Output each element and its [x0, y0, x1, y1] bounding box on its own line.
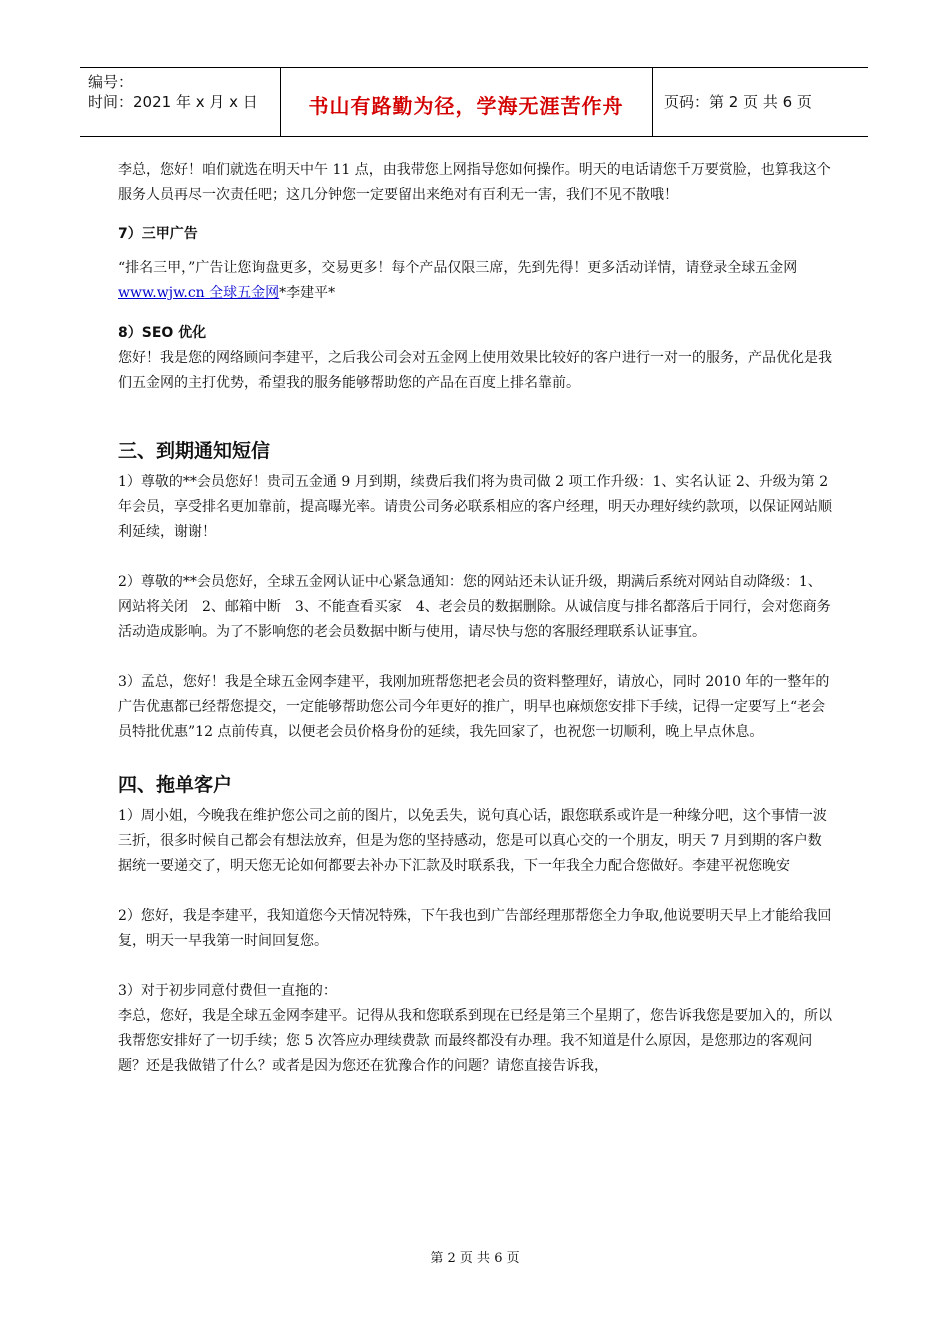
section-8-title: 8）SEO 优化 — [118, 325, 207, 341]
section-4-item-3-title: 3）对于初步同意付费但一直拖的： — [118, 983, 337, 999]
page-header — [80, 67, 868, 137]
serial-label: 编号： — [88, 73, 134, 91]
intro-paragraph: 李总，您好！咱们就选在明天中午 11 点，由我带您上网指导您如何操作。明天的电话请您千万要赏脸，也算我这个服务人员再尽一次责任吧；这几分钟您一定要留出来绝对有百利无一害，我们不见不散哦！ — [118, 162, 831, 203]
header-divider — [652, 68, 653, 136]
header-page-label: 页码：第 2 页 共 6 页 — [664, 93, 812, 111]
section-3-item-3: 3）孟总，您好！我是全球五金网李建平，我刚加班帮您把老会员的资料整理好，请放心，同时 2010 年的一整年的广告优惠都已经帮您提交，一定能够帮助您公司今年更好的推广，明早也麻烦您安排下手续，记得一定要写上“老会员特批优惠”12 点前传真，以便老会员价格身份的延续，我先回家了，也祝您一切顺利，晚上早点休息。 — [118, 674, 830, 740]
s7-text: “排名三甲，”广告让您询盘更多，交易更多！每个产品仅限三席，先到先得！更多活动详情，请登录全球五金网 — [118, 260, 798, 276]
document-body — [118, 158, 833, 1079]
section-4-heading: 四、拖单客户 — [118, 774, 233, 796]
section-4-item-3-text: 李总，您好，我是全球五金网李建平。记得从我和您联系到现在已经是第三个星期了，您告诉我您是要加入的，所以我帮您安排好了一切手续；您 5 次答应办理续费款 而最终都没有办理。我不知道是什么原因，是您那边的客观问题？还是我做错了什么？或者是因为您还在犹豫合作的问题？请您直接告诉我， — [118, 1008, 832, 1074]
section-4-item-1: 1）周小姐，今晚我在维护您公司之前的图片，以免丢失，说句真心话，跟您联系或许是一种缘分吧，这个事情一波三折，很多时候自己都会有想法放弃，但是为您的坚持感动，您是可以真心交的一个朋友，明天 7 月到期的客户数据统一要递交了，明天您无论如何都要去补办下汇款及时联系我，下一年我全力配合您做好。李建平祝您晚安 — [118, 808, 827, 874]
section-8-paragraph: 您好！我是您的网络顾问李建平，之后我公司会对五金网上使用效果比较好的客户进行一对一的服务，产品优化是我们五金网的主打优势，希望我的服务能够帮助您的产品在百度上排名靠前。 — [118, 350, 832, 391]
section-3-item-2: 2）尊敬的**会员您好，全球五金网认证中心紧急通知：您的网站还未认证升级，期满后系统对网站自动降级：1、网站将关闭 2、邮箱中断 3、不能查看买家 4、老会员的数据删除。从诚信度与排名都落后于同行，会对您商务活动造成影响。为了不影响您的老会员数据中断与使用，请尽快与您的客服经理联系认证事宜。 — [118, 574, 831, 640]
section-3-heading: 三、到期通知短信 — [118, 440, 271, 462]
page-footer: 第 2 页 共 6 页 — [430, 1251, 520, 1266]
wjw-link[interactable] — [118, 285, 279, 301]
wjw-link-url: www.wjw.cn — [118, 285, 205, 301]
section-7-paragraph — [118, 256, 833, 306]
section-4-item-2: 2）您好，我是李建平，我知道您今天情况特殊，下午我也到广告部经理那帮您全力争取,他说要明天早上才能给我回复，明天一早我第一时间回复您。 — [118, 908, 832, 949]
time-label: 时间：2021 年 x 月 x 日 — [88, 93, 258, 111]
section-3-item-1: 1）尊敬的**会员您好！贵司五金通 9 月到期，续费后我们将为贵司做 2 项工作升级：1、实名认证 2、升级为第 2 年会员，享受排名更加靠前，提高曝光率。请贵公司务必联系相应的客户经理，明天办理好续约款项，以保证网站顺利延续，谢谢！ — [118, 474, 832, 540]
section-7-title: 7）三甲广告 — [118, 226, 198, 242]
header-meta — [88, 72, 258, 112]
s7-signature: *李建平* — [279, 285, 336, 301]
wjw-link-text: 全球五金网 — [204, 285, 280, 301]
header-motto: 书山有路勤为径，学海无涯苦作舟 — [308, 94, 624, 118]
